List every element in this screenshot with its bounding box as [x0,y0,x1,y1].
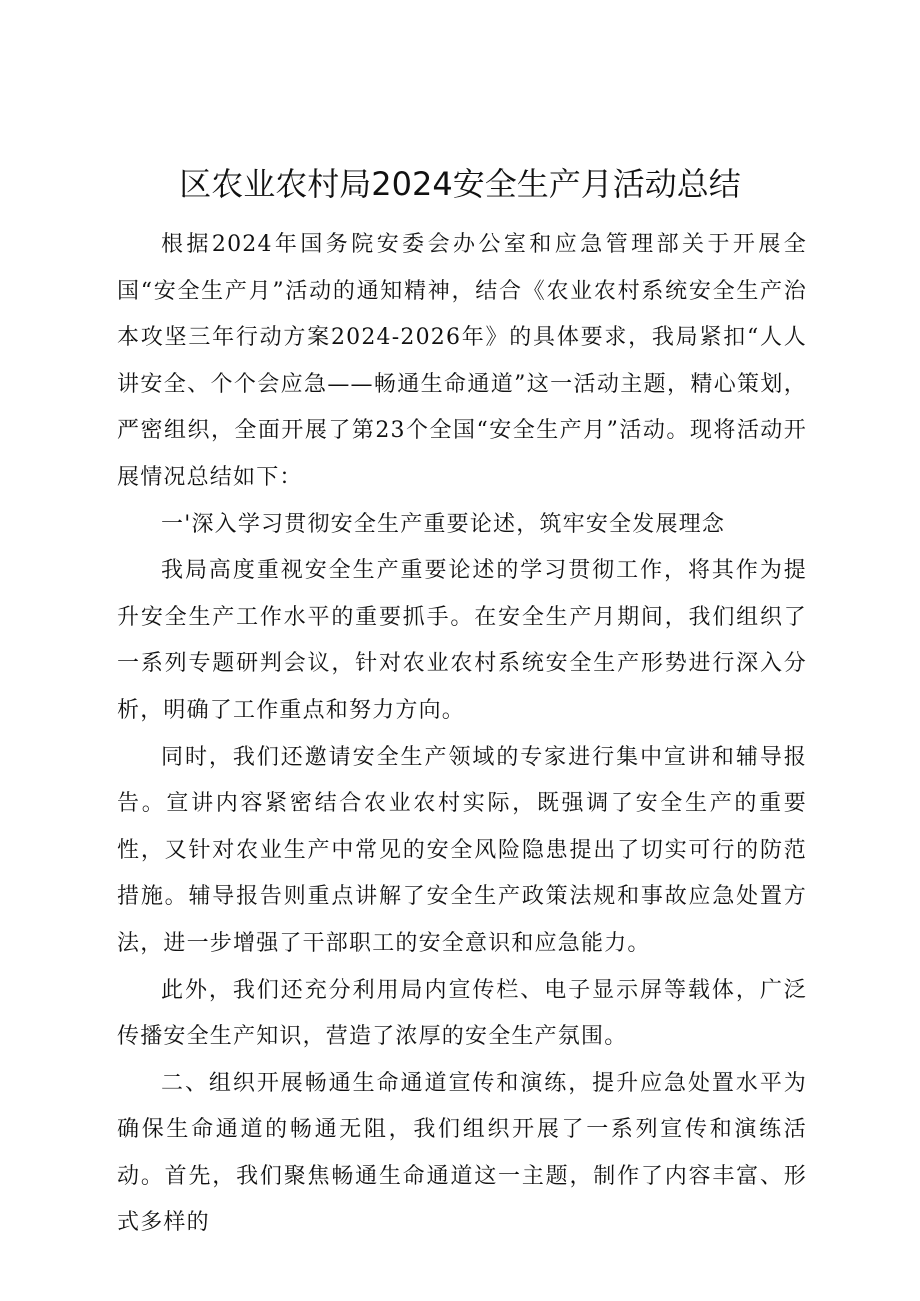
document-title: 区农业农村局2024安全生产月活动总结 [179,165,741,203]
document-body [117,222,807,1247]
paragraph-publicity: 此外，我们还充分利用局内宣传栏、电子显示屏等载体，广泛传播安全生产知识，营造了浓厚的安全生产氛围。 [117,977,807,1050]
paragraph-section-2: 二、组织开展畅通生命通道宣传和演练，提升应急处置水平为确保生命通道的畅通无阻，我们组织开展了一系列宣传和演练活动。首先，我们聚焦畅通生命通道这一主题，制作了内容丰富、形式多样的 [117,1070,807,1236]
section-heading-1: 一'深入学习贯彻安全生产重要论述，筑牢安全发展理念 [161,511,726,537]
paragraph-intro: 根据2024年国务院安委会办公室和应急管理部关于开展全国“安全生产月”活动的通知精神，结合《农业农村系统安全生产治本攻坚三年行动方案2024-2026年》的具体要求，我局紧扣“人人讲安全、个个会应急——畅通生命通道”这一活动主题，精心策划，严密组织，全面开展了第23个全国“安全生产月”活动。现将活动开展情况总结如下： [117,232,807,490]
paragraph-experts: 同时，我们还邀请安全生产领域的专家进行集中宣讲和辅导报告。宣讲内容紧密结合农业农村实际，既强调了安全生产的重要性，又针对农业生产中常见的安全风险隐患提出了切实可行的防范措施。辅导报告则重点讲解了安全生产政策法规和事故应急处置方法，进一步增强了干部职工的安全意识和应急能力。 [117,744,807,956]
paragraph-study: 我局高度重视安全生产重要论述的学习贯彻工作，将其作为提升安全生产工作水平的重要抓手。在安全生产月期间，我们组织了一系列专题研判会议，针对农业农村系统安全生产形势进行深入分析，明确了工作重点和努力方向。 [117,558,807,723]
